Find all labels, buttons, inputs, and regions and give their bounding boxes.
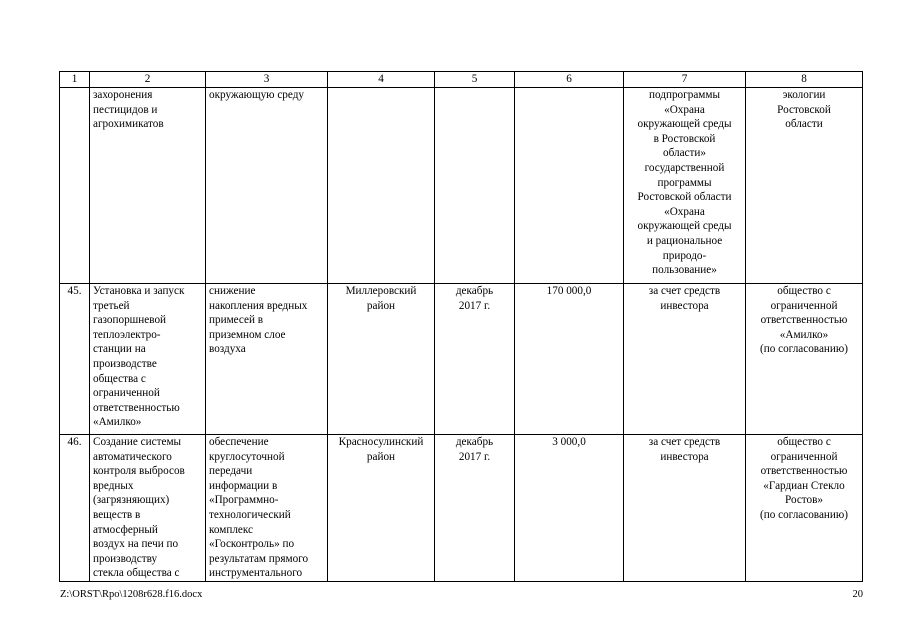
measure-name-cell [90,88,206,284]
footer-file-path: Z:\ORST\Rpo\1208r628.f16.docx [60,589,203,600]
column-header: 6 [515,72,624,88]
column-header: 8 [746,72,863,88]
column-header: 4 [328,72,435,88]
amount-cell [515,435,624,582]
responsible: экологии Ростовской области [777,89,831,131]
column-number-header-row [60,72,863,88]
row-number: 46. [67,436,82,448]
column-header: 7 [624,72,746,88]
location: Миллеровский район [345,285,417,312]
measure-name: Создание системы автоматического контроля выбросов вредных (загрязняющих) веществ в атмосферный воздух на печи по производству стекла общества с [93,436,185,580]
expected-result-cell [206,435,328,582]
funding-source-cell [624,284,746,435]
funding-source: за счет средств инвестора [648,285,721,312]
amount: 3 000,0 [552,436,586,448]
location-cell [328,284,435,435]
row-number-cell [60,284,90,435]
amount-cell [515,88,624,284]
expected-result-cell [206,284,328,435]
measures-table [59,71,863,582]
row-number: 45. [67,285,82,297]
location-cell [328,435,435,582]
responsible-cell [746,284,863,435]
table-row-45 [60,284,863,435]
responsible: общество с ограниченной ответственностью «Амилко» (по согласованию) [760,285,848,356]
deadline-cell [435,435,515,582]
amount-cell [515,284,624,435]
column-header: 2 [90,72,206,88]
row-number-cell [60,88,90,284]
deadline: декабрь 2017 г. [455,285,494,312]
expected-result: снижение накопления вредных примесей в приземном слое воздуха [209,285,308,356]
measure-name: Установка и запуск третьей газопоршневой теплоэлектро- станции на производстве общества с ограниченной ответственностью «Амилко» [93,285,185,429]
footer-page-number: 20 [852,589,863,600]
deadline-cell [435,88,515,284]
funding-source-cell [624,88,746,284]
responsible-cell [746,435,863,582]
table-row-46 [60,435,863,582]
responsible: общество с ограниченной ответственностью «Гардиан Стекло Ростов» (по согласованию) [760,436,848,521]
funding-source: за счет средств инвестора [648,436,721,463]
expected-result: обеспечение круглосуточной передачи информации в «Программно- технологический комплекс «Госконтроль» по результатам прямого инструментального [209,436,309,580]
funding-source-cell [624,435,746,582]
column-header: 5 [435,72,515,88]
funding-source: подпрограммы «Охрана окружающей среды в Ростовской области» государственной программы Ростовской области «Охрана окружающей среды и рациональное природо- пользование» [637,89,732,277]
measure-name-cell [90,435,206,582]
deadline-cell [435,284,515,435]
location-cell [328,88,435,284]
location: Красносулинский район [338,436,424,463]
expected-result-cell [206,88,328,284]
amount: 170 000,0 [546,285,592,297]
measure-name-cell [90,284,206,435]
column-header: 1 [60,72,90,88]
responsible-cell [746,88,863,284]
expected-result: окружающую среду [209,89,305,101]
table-row-continuation [60,88,863,284]
deadline: декабрь 2017 г. [455,436,494,463]
column-header: 3 [206,72,328,88]
measure-name: захоронения пестицидов и агрохимикатов [93,89,164,131]
row-number-cell [60,435,90,582]
